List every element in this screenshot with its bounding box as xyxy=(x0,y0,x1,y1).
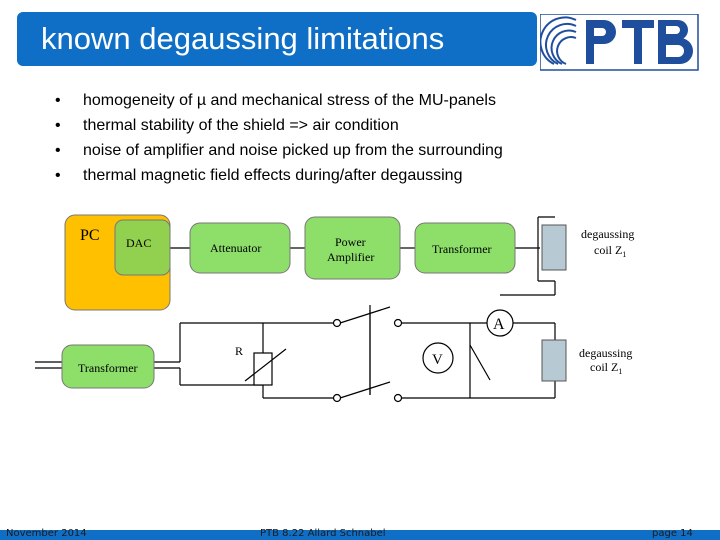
transformer-top-label: Transformer xyxy=(432,242,492,256)
ammeter-label: A xyxy=(493,316,505,333)
list-item-text: thermal magnetic field effects during/after degaussing xyxy=(83,167,463,184)
pc-label: PC xyxy=(80,227,100,244)
footer-date: November 2014 xyxy=(6,528,87,539)
resistor-label: R xyxy=(235,344,244,358)
degaussing-coil-top xyxy=(542,225,566,270)
footer xyxy=(0,514,720,540)
voltmeter-label: V xyxy=(432,352,443,368)
resistor-icon xyxy=(254,353,272,385)
degaussing-circuit-diagram xyxy=(0,195,720,405)
dac-label: DAC xyxy=(126,236,152,250)
list-item xyxy=(55,113,615,138)
coil-bottom-label-line2: coil $Z_1$ xyxy=(590,360,623,376)
list-item-text: noise of amplifier and noise picked up from the surrounding xyxy=(83,142,503,159)
attenuator-label: Attenuator xyxy=(210,241,262,255)
limitations-list xyxy=(55,88,615,188)
coil-top-label-line1: degaussing xyxy=(581,227,635,241)
footer-page: page 14 xyxy=(652,528,693,539)
footer-center: PTB 8.22 Allard Schnabel xyxy=(260,528,386,539)
transformer-bottom-label: Transformer xyxy=(78,361,138,375)
list-item xyxy=(55,138,615,163)
power-amplifier-label-line1: Power xyxy=(335,235,366,249)
list-item-text: homogeneity of µ and mechanical stress of the MU-panels xyxy=(83,92,496,109)
list-item xyxy=(55,163,615,188)
bullet-icon: • xyxy=(55,142,61,159)
slide-title: known degaussing limitations xyxy=(41,21,445,56)
title-banner xyxy=(17,12,537,66)
ptb-logo xyxy=(540,14,700,72)
bullet-icon: • xyxy=(55,167,61,184)
bullet-icon: • xyxy=(55,117,61,134)
coil-top-label-line2: coil $Z_1$ xyxy=(594,243,627,259)
bullet-icon: • xyxy=(55,92,61,109)
coil-bottom-label-line1: degaussing xyxy=(579,346,633,360)
list-item xyxy=(55,88,615,113)
power-amplifier-label-line2: Amplifier xyxy=(327,250,375,264)
list-item-text: thermal stability of the shield => air condition xyxy=(83,117,399,134)
degaussing-coil-bottom xyxy=(542,340,566,381)
